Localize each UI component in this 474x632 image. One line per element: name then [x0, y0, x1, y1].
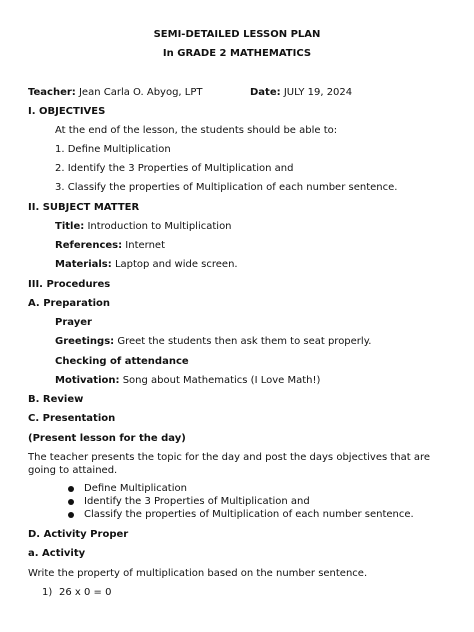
objective-item: 2. Identify the 3 Properties of Multiplication and [55, 163, 294, 174]
title-value: Introduction to Multiplication [87, 221, 232, 232]
bullet-item: Classify the properties of Multiplication of each number sentence. [84, 509, 414, 520]
prayer-heading: Prayer [55, 317, 92, 328]
presentation-heading: C. Presentation [28, 413, 116, 424]
presentation-paragraph: The teacher presents the topic for the day and post the days objectives that are going to attained. [28, 452, 431, 476]
date-value: JULY 19, 2024 [283, 87, 353, 98]
bullet-item: Identify the 3 Properties of Multiplication and [84, 496, 310, 507]
subject-matter-heading: II. SUBJECT MATTER [28, 202, 140, 213]
bullet-icon [68, 499, 74, 505]
activity-item-text: 26 x 0 = 0 [59, 587, 112, 598]
activity-item-number: 1) [42, 587, 53, 598]
references-label: References: [55, 240, 123, 251]
review-heading: B. Review [28, 394, 84, 405]
teacher-value: Jean Carla O. Abyog, LPT [78, 87, 203, 98]
present-lesson-heading: (Present lesson for the day) [28, 433, 186, 444]
document-title: SEMI-DETAILED LESSON PLAN [153, 29, 321, 40]
motivation-value: Song about Mathematics (I Love Math!) [122, 375, 321, 386]
objectives-heading: I. OBJECTIVES [28, 106, 106, 117]
teacher-label: Teacher: [28, 87, 76, 98]
bullet-item: Define Multiplication [84, 483, 187, 494]
objective-item: 3. Classify the properties of Multiplication of each number sentence. [55, 182, 398, 193]
bullet-icon [68, 486, 74, 492]
title-line [55, 220, 232, 233]
greetings-value: Greet the students then ask them to seat properly. [117, 336, 372, 347]
preparation-heading: A. Preparation [28, 298, 111, 309]
bullet-icon [68, 512, 74, 518]
objectives-intro: At the end of the lesson, the students should be able to: [55, 125, 338, 136]
title-label: Title: [55, 221, 85, 232]
attendance-heading: Checking of attendance [55, 356, 189, 367]
date-label: Date: [250, 87, 281, 98]
procedures-heading: III. Procedures [28, 279, 111, 290]
date-line [250, 86, 352, 99]
motivation-label: Motivation: [55, 375, 120, 386]
greetings-line [55, 335, 371, 348]
references-line [55, 239, 165, 252]
objective-item: 1. Define Multiplication [55, 144, 171, 155]
references-value: Internet [125, 240, 166, 251]
teacher-line [28, 86, 203, 99]
materials-line [55, 258, 238, 271]
activity-proper-heading: D. Activity Proper [28, 529, 129, 540]
materials-value: Laptop and wide screen. [114, 259, 238, 270]
document-subtitle: In GRADE 2 MATHEMATICS [162, 48, 312, 59]
activity-heading: a. Activity [28, 548, 86, 559]
greetings-label: Greetings: [55, 336, 115, 347]
activity-instruction: Write the property of multiplication based on the number sentence. [28, 568, 368, 579]
motivation-line [55, 374, 320, 387]
materials-label: Materials: [55, 259, 112, 270]
